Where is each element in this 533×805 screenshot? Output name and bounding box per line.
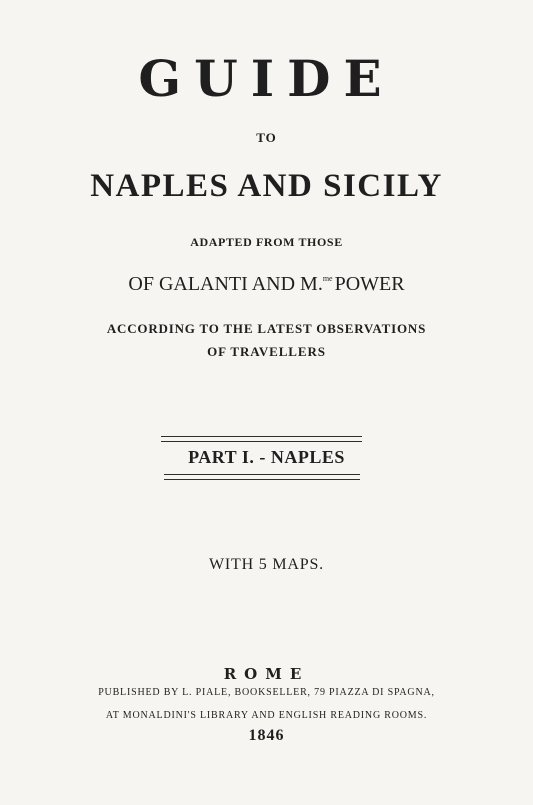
- part-top-rule-1: [161, 436, 362, 437]
- part-top-rule-2: [161, 441, 362, 442]
- authors-prefix: OF GALANTI AND M.: [128, 273, 323, 295]
- book-subtitle: NAPLES AND SICILY: [90, 168, 443, 204]
- library-line: AT MONALDINI'S LIBRARY AND ENGLISH READING ROOMS.: [105, 710, 428, 721]
- publisher-line: PUBLISHED BY L. PIALE, BOOKSELLER, 79 PIAZZA DI SPAGNA,: [98, 687, 435, 698]
- observations-line: ACCORDING TO THE LATEST OBSERVATIONS: [106, 321, 427, 336]
- travellers-line: OF TRAVELLERS: [207, 344, 326, 359]
- authors-line: [0, 274, 533, 294]
- publication-year: 1846: [248, 727, 285, 744]
- part-heading: PART I. - NAPLES: [188, 447, 345, 467]
- title-connector: TO: [256, 130, 277, 145]
- publication-city: ROME: [223, 665, 310, 683]
- adapted-line: ADAPTED FROM THOSE: [190, 235, 343, 249]
- part-bottom-rule-2: [164, 479, 360, 480]
- authors-superscript: me: [322, 274, 333, 283]
- maps-note: WITH 5 MAPS.: [209, 556, 324, 573]
- authors-suffix: POWER: [334, 273, 405, 295]
- book-title: GUIDE: [138, 49, 395, 108]
- part-bottom-rule-1: [164, 474, 360, 475]
